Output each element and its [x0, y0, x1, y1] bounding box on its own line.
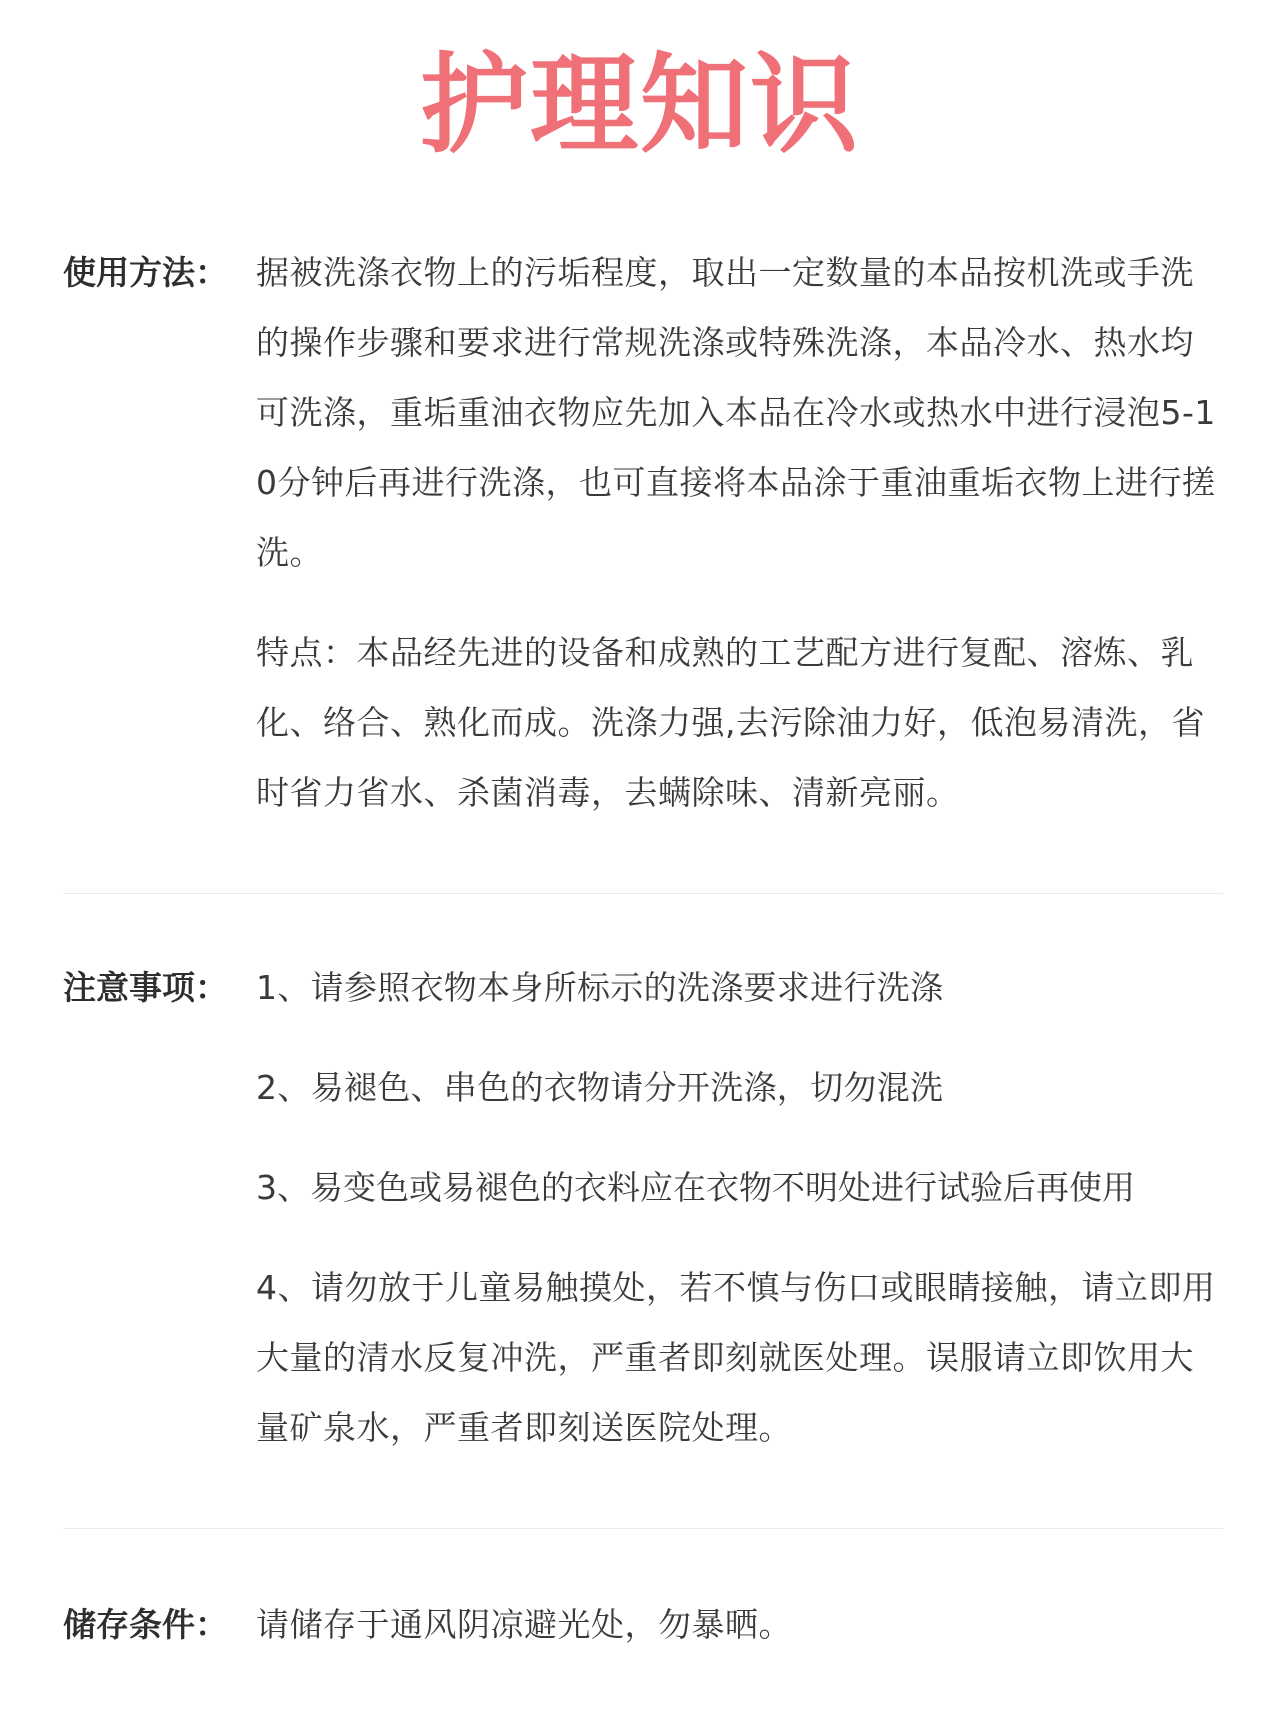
notice-item: 4、请勿放于儿童易触摸处，若不慎与伤口或眼睛接触，请立即用大量的清水反复冲洗，严重者即刻就医处理。误服请立即饮用大量矿泉水，严重者即刻送医院处理。: [256, 1268, 1216, 1447]
divider: [63, 893, 1223, 894]
notice-content: [256, 953, 1223, 1463]
divider: [63, 1528, 1223, 1529]
usage-content: [256, 238, 1223, 828]
usage-instructions: 据被洗涤衣物上的污垢程度，取出一定数量的本品按机洗或手洗的操作步骤和要求进行常规洗涤或特殊洗涤，本品冷水、热水均可洗涤，重垢重油衣物应先加入本品在冷水或热水中进行浸泡5-10分钟后再进行洗涤，也可直接将本品涂于重油重垢衣物上进行搓洗。: [256, 253, 1216, 572]
usage-features: 特点：本品经先进的设备和成熟的工艺配方进行复配、溶炼、乳化、络合、熟化而成。洗涤力强,去污除油力好，低泡易清洗，省时省力省水、杀菌消毒，去螨除味、清新亮丽。: [256, 633, 1205, 812]
notice-item: 3、易变色或易褪色的衣料应在衣物不明处进行试验后再使用: [256, 1168, 1135, 1207]
usage-label: 使用方法：: [63, 253, 228, 292]
notice-label: 注意事项：: [63, 968, 228, 1007]
storage-label: 储存条件：: [63, 1605, 228, 1644]
page-title: 护理知识: [419, 42, 860, 168]
notice-item: 2、易褪色、串色的衣物请分开洗涤，切勿混洗: [256, 1068, 944, 1107]
storage-text: 请储存于通风阴凉避光处，勿暴晒。: [256, 1605, 792, 1644]
notice-item: 1、请参照衣物本身所标示的洗涤要求进行洗涤: [256, 968, 944, 1007]
storage-content: [256, 1590, 1223, 1660]
